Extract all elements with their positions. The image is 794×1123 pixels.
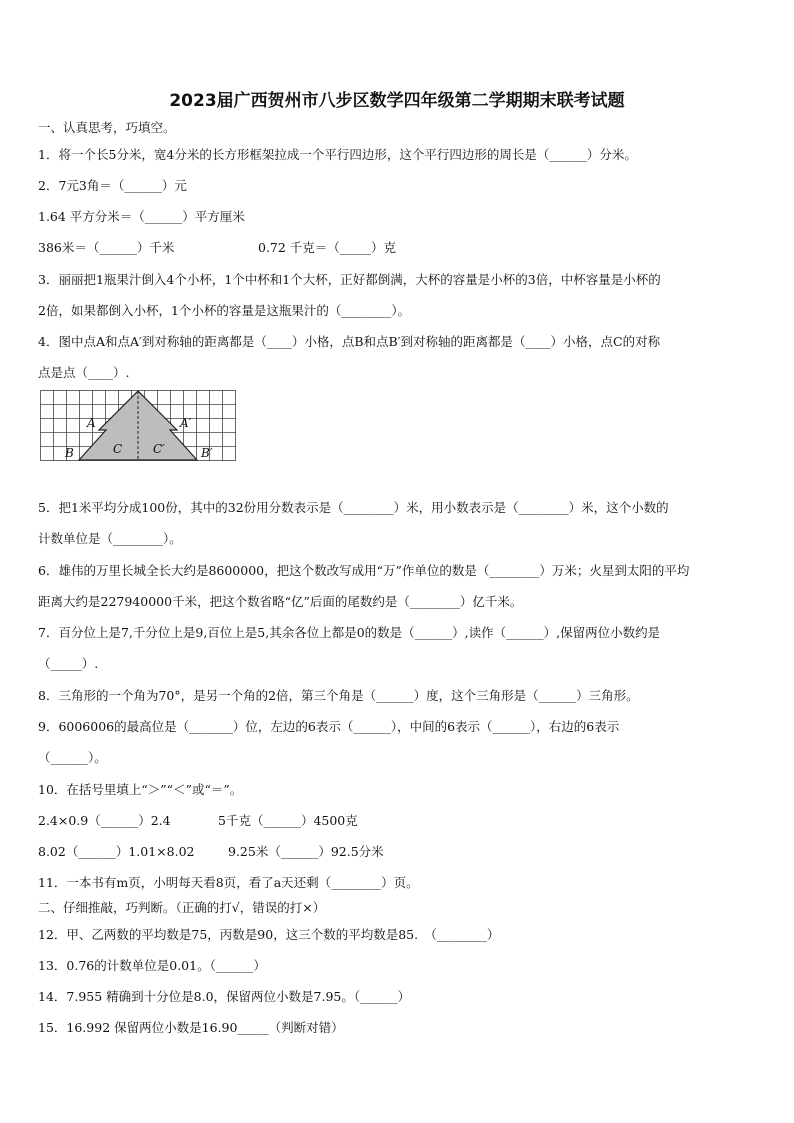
question-2-line-3b: 0.72 千克＝（_____）克 <box>258 240 397 255</box>
question-1: 1．将一个长5分米，宽4分米的长方形框架拉成一个平行四边形，这个平行四边形的周长是（______）分米。 <box>38 147 637 162</box>
question-4-line-2: 点是点（____）. <box>38 365 130 380</box>
question-8: 8．三角形的一个角为70°，是另一个角的2倍，第三个角是（______）度，这个三角形是（______）三角形。 <box>38 688 639 703</box>
question-10-row-2b: 9.25米（______）92.5分米 <box>228 844 384 859</box>
label-B: B <box>65 446 74 460</box>
question-15: 15．16.992 保留两位小数是16.90_____（判断对错） <box>38 1020 344 1035</box>
question-11: 11．一本书有m页，小明每天看8页，看了a天还剩（________）页。 <box>38 875 419 890</box>
page-title: 2023届广西贺州市八步区数学四年级第二学期期末联考试题 <box>169 91 625 111</box>
question-4-line-1: 4．图中点A和点A′到对称轴的距离都是（____）小格，点B和点B′到对称轴的距离都是（____）小格，点C的对称 <box>38 334 661 349</box>
label-B-prime: B′ <box>201 446 213 460</box>
label-C-prime: C′ <box>153 442 165 456</box>
question-9-line-2: （______）。 <box>38 750 107 765</box>
question-10-row-1a: 2.4×0.9（______）2.4 <box>38 813 171 828</box>
question-10-row-1b: 5千克（______）4500克 <box>218 813 358 828</box>
question-3-line-1: 3．丽丽把1瓶果汁倒入4个小杯，1个中杯和1个大杯，正好都倒满，大杯的容量是小杯的3倍，中杯容量是小杯的 <box>38 272 661 287</box>
question-2-line-2: 1.64 平方分米＝（______）平方厘米 <box>38 209 245 224</box>
question-10: 10．在括号里填上“＞”“＜”或“＝”。 <box>38 782 243 797</box>
question-9-line-1: 9．6006006的最高位是（_______）位，左边的6表示（______），中间的6表示（______），右边的6表示 <box>38 719 620 734</box>
question-2-line-1: 2．7元3角＝（______）元 <box>38 178 187 193</box>
symmetry-figure <box>40 390 240 462</box>
question-6-line-2: 距离大约是227940000千米，把这个数省略“亿”后面的尾数约是（________）亿千米。 <box>38 594 523 609</box>
question-2-line-3a: 386米＝（______）千米 <box>38 240 175 255</box>
question-14: 14．7.955 精确到十分位是8.0，保留两位小数是7.95。（______） <box>38 989 411 1004</box>
question-5-line-1: 5．把1米平均分成100份，其中的32份用分数表示是（________）米，用小数表示是（________）米，这个小数的 <box>38 500 669 515</box>
question-10-row-2a: 8.02（______）1.01×8.02 <box>38 844 195 859</box>
question-7-line-2: （_____）. <box>38 656 99 671</box>
label-A-prime: A′ <box>180 416 192 430</box>
question-7-line-1: 7．百分位上是7,千分位上是9,百位上是5,其余各位上都是0的数是（______）,读作（______）,保留两位小数约是 <box>38 625 661 640</box>
label-C: C <box>113 442 123 456</box>
question-6-line-1: 6．雄伟的万里长城全长大约是8600000，把这个数改写成用“万”作单位的数是（________）万米；火星到太阳的平均 <box>38 563 690 578</box>
section-heading-1: 一、认真思考，巧填空。 <box>38 120 176 135</box>
question-5-line-2: 计数单位是（________）。 <box>38 531 182 546</box>
question-12: 12．甲、乙两数的平均数是75，丙数是90，这三个数的平均数是85. （________） <box>38 927 500 942</box>
question-3-line-2: 2倍，如果都倒入小杯，1个小杯的容量是这瓶果汁的（________）。 <box>38 303 411 318</box>
question-13: 13．0.76的计数单位是0.01。（______） <box>38 958 266 973</box>
label-A: A <box>87 416 96 430</box>
section-heading-2: 二、仔细推敲，巧判断。（正确的打√，错误的打×） <box>38 900 326 915</box>
